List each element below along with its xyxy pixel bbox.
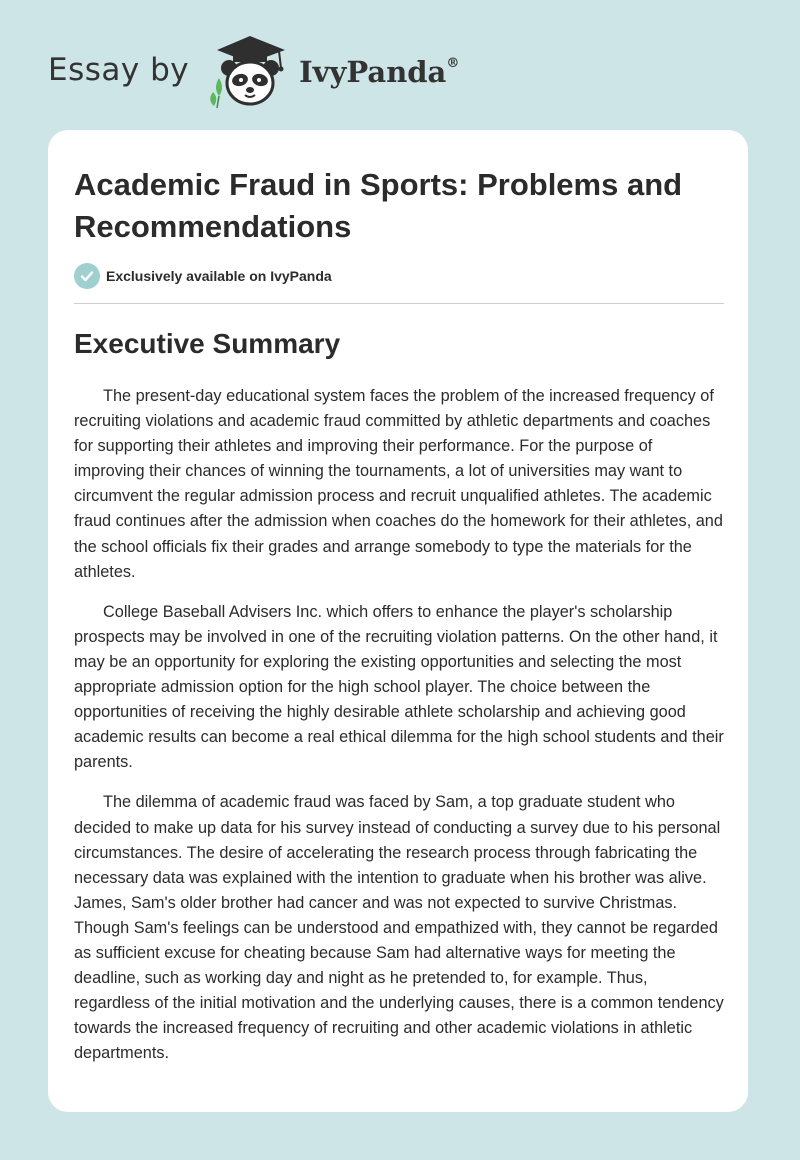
exclusive-badge-label: Exclusively available on IvyPanda [106,268,332,284]
article-body [74,384,724,1081]
brand-name: IvyPanda® [299,55,460,89]
exclusive-badge [74,263,332,289]
site-header [48,30,459,110]
divider [74,303,724,304]
paragraph: The present-day educational system faces the problem of the increased frequency of recruiting violations and academic fraud committed by athletic departments and coaches for supporting their athletes and improving their performance. For the purpose of improving their chances of winning the tournaments, a lot of universities may want to circumvent the regular admission process and recruit unqualified athletes. The academic fraud continues after the admission when coaches do the homework for their athletes, and the school officials fix their grades and arrange somebody to type the materials for the athletes. [74,387,723,581]
essay-by-label: Essay by [48,52,190,88]
page-title: Academic Fraud in Sports: Problems and Recommendations [74,167,683,244]
paragraph: College Baseball Advisers Inc. which offers to enhance the player's scholarship prospects may be involved in one of the recruiting violation patterns. On the other hand, it may be an opportunity for exploring the existing opportunities and selecting the most appropriate admission option for the high school player. The choice between the opportunities of receiving the highly desirable athlete scholarship and achieving good academic results can become a real ethical dilemma for the high school students and their parents. [74,602,724,772]
paragraph: The dilemma of academic fraud was faced by Sam, a top graduate student who decided to make up data for his survey instead of conducting a survey due to his personal circumstances. The desire of accelerating the research process through fabricating the necessary data was explained with the intention to graduate when his brother was alive. James, Sam's older brother had cancer and was not expected to survive Christmas. Though Sam's feelings can be understood and empathized with, they cannot be regarded as sufficient excuse for cheating because Sam had alternative ways for meeting the deadline, such as working day and night as he pretended to, for example. Thus, regardless of the initial motivation and the underlying causes, there is a common tendency towards the increased frequency of recruiting and other academic violations in athletic departments. [74,793,724,1063]
article-card [48,130,748,1112]
ivypanda-logo[interactable] [205,30,459,110]
check-circle-icon [74,263,100,289]
section-heading: Executive Summary [74,328,341,359]
panda-graduate-icon [205,30,295,110]
